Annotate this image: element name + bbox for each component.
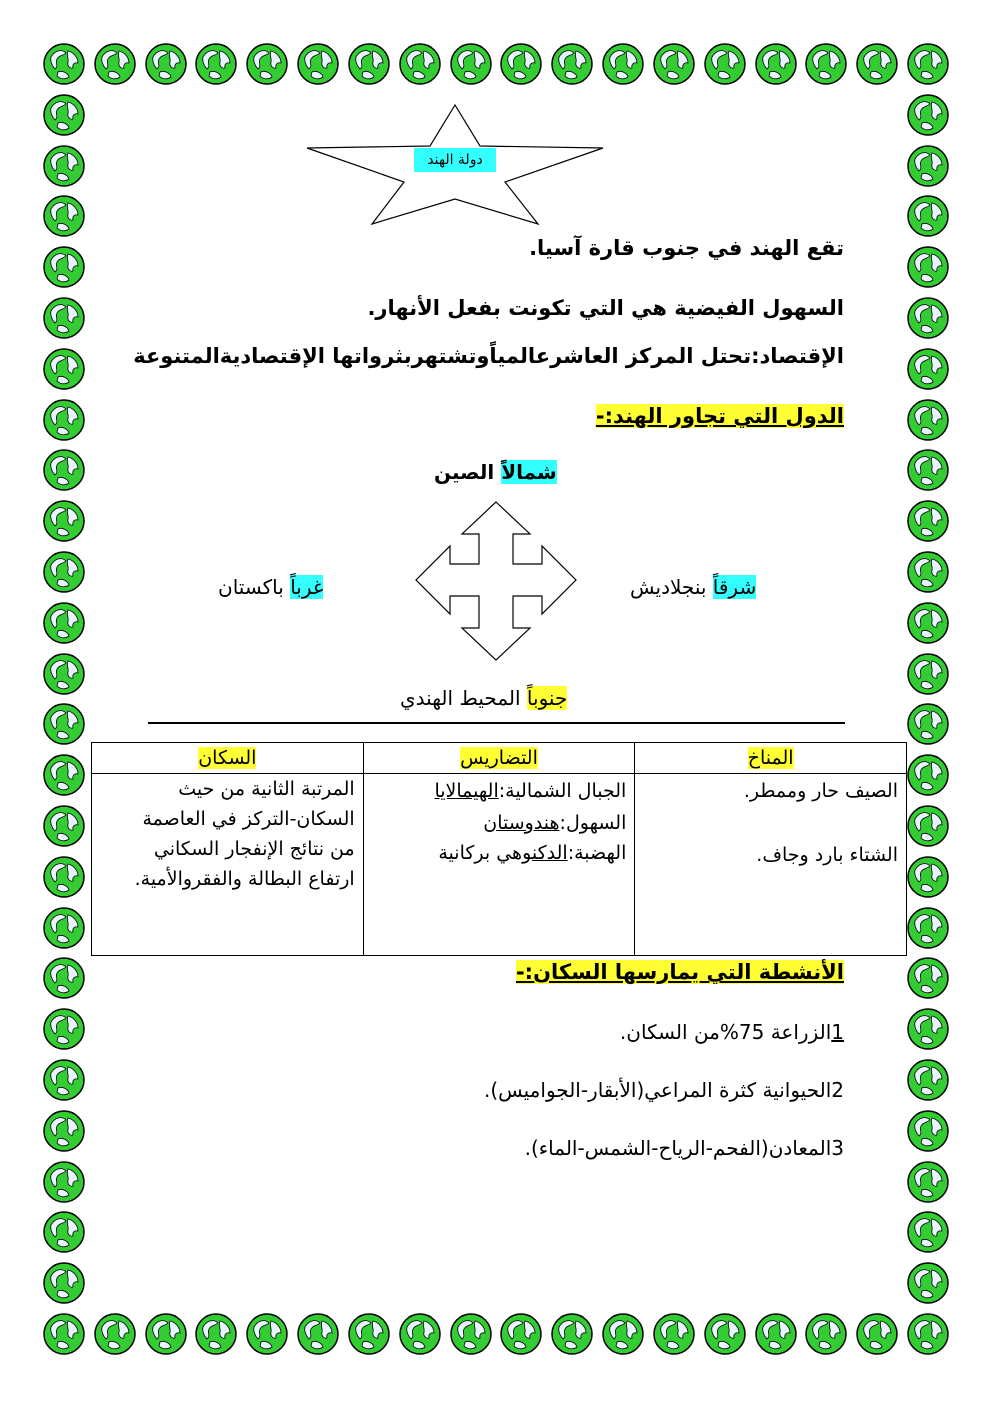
globe-icon <box>42 194 86 238</box>
globe-icon <box>42 1312 86 1356</box>
terrain-plains <box>372 808 627 838</box>
globe-icon <box>245 1312 289 1356</box>
info-table <box>91 742 907 956</box>
globe-icon <box>906 956 950 1000</box>
table-header-row <box>92 743 907 774</box>
south-country: المحيط الهندي <box>400 686 527 710</box>
globe-icon <box>906 347 950 391</box>
globe-icon <box>245 42 289 86</box>
terrain-cell <box>363 774 635 956</box>
population-line-1: المرتبة الثانية من حيث <box>178 778 355 800</box>
west-country: باكستان <box>218 575 291 599</box>
globe-icon <box>398 1312 442 1356</box>
globe-icon <box>906 1109 950 1153</box>
globe-icon <box>703 42 747 86</box>
globe-icon <box>601 42 645 86</box>
north-country: الصين <box>434 460 502 484</box>
globe-icon <box>906 448 950 492</box>
globe-icon <box>906 753 950 797</box>
globe-icon <box>906 499 950 543</box>
globe-icon <box>42 144 86 188</box>
globe-icon <box>550 1312 594 1356</box>
population-line-2: السكان-التركز في العاصمة <box>142 808 355 830</box>
globe-icon <box>906 398 950 442</box>
globe-icon <box>42 1160 86 1204</box>
globe-icon <box>804 1312 848 1356</box>
north-neighbor <box>434 460 557 484</box>
globe-icon <box>804 42 848 86</box>
header-climate-cell <box>635 743 907 774</box>
neighbors-heading <box>596 404 844 428</box>
globe-icon <box>42 550 86 594</box>
climate-cell <box>635 774 907 956</box>
globe-icon <box>42 245 86 289</box>
activities-heading <box>516 960 844 984</box>
globe-icon <box>42 296 86 340</box>
globe-icon <box>906 550 950 594</box>
population-cell <box>92 774 364 956</box>
activity-item-3: 3المعادن(الفحم-الرياح-الشمس-الماء). <box>524 1136 844 1160</box>
globe-icon <box>42 601 86 645</box>
header-climate: المناخ <box>747 747 794 769</box>
globe-icon <box>855 1312 899 1356</box>
globe-icon <box>499 1312 543 1356</box>
south-neighbor <box>400 686 567 710</box>
population-line-4: ارتفاع البطالة والفقروالأمية. <box>134 868 355 890</box>
globe-icon <box>42 652 86 696</box>
terrain-plains-label: السهول: <box>559 812 627 834</box>
globe-icon <box>906 296 950 340</box>
globe-icon <box>42 1007 86 1051</box>
globe-icon <box>144 42 188 86</box>
globe-icon <box>42 398 86 442</box>
four-way-arrow-icon <box>414 500 578 662</box>
globe-icon <box>42 1109 86 1153</box>
terrain-plains-value: هندوستان <box>483 812 560 834</box>
activities-heading-text: الأنشطة التي يمارسها السكان:- <box>515 960 844 984</box>
globe-icon <box>194 42 238 86</box>
intro-line-2: السهول الفيضية هي التي تكونت بفعل الأنهار. <box>367 296 844 320</box>
globe-icon <box>906 1007 950 1051</box>
globe-icon <box>855 42 899 86</box>
neighbors-heading-text: الدول التي تجاور الهند:- <box>595 404 844 428</box>
globe-icon <box>652 42 696 86</box>
globe-icon <box>906 855 950 899</box>
globe-icon <box>42 1261 86 1305</box>
globe-icon <box>42 448 86 492</box>
globe-icon <box>601 1312 645 1356</box>
globe-icon <box>449 42 493 86</box>
table-row <box>92 774 907 956</box>
east-neighbor <box>630 575 756 599</box>
globe-icon <box>42 906 86 950</box>
header-population-cell <box>92 743 364 774</box>
terrain-mountains-label: الجبال الشمالية: <box>498 780 627 802</box>
activity-1-number: 1 <box>831 1020 844 1044</box>
terrain-plateau <box>372 838 627 868</box>
globe-icon <box>42 42 86 86</box>
globe-icon <box>42 1058 86 1102</box>
globe-icon <box>906 1210 950 1254</box>
globe-icon <box>194 1312 238 1356</box>
globe-icon <box>42 804 86 848</box>
globe-icon <box>42 1210 86 1254</box>
intro-line-1: تقع الهند في جنوب قارة آسيا. <box>529 236 844 260</box>
globe-icon <box>906 194 950 238</box>
globe-icon <box>906 804 950 848</box>
globe-icon <box>703 1312 747 1356</box>
globe-icon <box>754 1312 798 1356</box>
header-terrain: التضاريس <box>460 747 538 769</box>
globe-icon <box>906 1312 950 1356</box>
terrain-plateau-label: الهضبة: <box>567 842 627 864</box>
globe-icon <box>906 702 950 746</box>
terrain-plateau-value: الدكن <box>531 842 568 864</box>
globe-icon <box>347 42 391 86</box>
terrain-mountains-value: الهيمالايا <box>434 780 499 802</box>
globe-icon <box>906 906 950 950</box>
intro-line-3: الإقتصاد:تحتل المركز العاشرعالمياًوتشتهربثرواتها الإقتصاديةالمتنوعة <box>133 344 844 368</box>
globe-icon <box>906 245 950 289</box>
divider <box>148 722 845 724</box>
globe-icon <box>398 42 442 86</box>
terrain-plateau-rest: وهي بركانية <box>438 842 532 864</box>
globe-icon <box>42 956 86 1000</box>
activity-item-1 <box>620 1020 844 1044</box>
page-title-text: دولة الهند <box>427 152 483 168</box>
population-line-3: من نتائج الإنفجار السكاني <box>153 838 355 860</box>
globe-icon <box>93 1312 137 1356</box>
globe-icon <box>296 1312 340 1356</box>
globe-icon <box>93 42 137 86</box>
globe-icon <box>906 144 950 188</box>
globe-icon <box>42 702 86 746</box>
activity-item-2: 2الحيوانية كثرة المراعي(الأبقار-الجواميس). <box>483 1078 844 1102</box>
globe-icon <box>906 1058 950 1102</box>
climate-summer: الصيف حار وممطر. <box>743 780 898 802</box>
globe-icon <box>906 93 950 137</box>
east-country: بنجلاديش <box>630 575 713 599</box>
globe-icon <box>144 1312 188 1356</box>
globe-icon <box>347 1312 391 1356</box>
east-direction: شرقاً <box>712 575 757 599</box>
globe-icon <box>42 499 86 543</box>
globe-icon <box>652 1312 696 1356</box>
header-population: السكان <box>198 747 257 769</box>
terrain-mountains <box>372 774 627 808</box>
west-direction: غرباً <box>290 575 324 599</box>
globe-icon <box>296 42 340 86</box>
globe-icon <box>906 601 950 645</box>
globe-icon <box>906 1261 950 1305</box>
globe-icon <box>42 347 86 391</box>
globe-icon <box>499 42 543 86</box>
globe-icon <box>42 93 86 137</box>
south-direction: جنوباً <box>526 686 568 710</box>
globe-icon <box>42 753 86 797</box>
globe-icon <box>449 1312 493 1356</box>
west-neighbor <box>218 575 323 599</box>
globe-icon <box>906 1160 950 1204</box>
activity-1-text: الزراعة 75%من السكان. <box>619 1020 832 1044</box>
north-direction: شمالاً <box>501 460 557 484</box>
globe-icon <box>906 42 950 86</box>
globe-icon <box>906 652 950 696</box>
globe-icon <box>754 42 798 86</box>
page-title <box>414 148 496 172</box>
globe-icon <box>550 42 594 86</box>
globe-icon <box>42 855 86 899</box>
header-terrain-cell <box>363 743 635 774</box>
climate-winter: الشتاء بارد وجاف. <box>756 844 898 866</box>
